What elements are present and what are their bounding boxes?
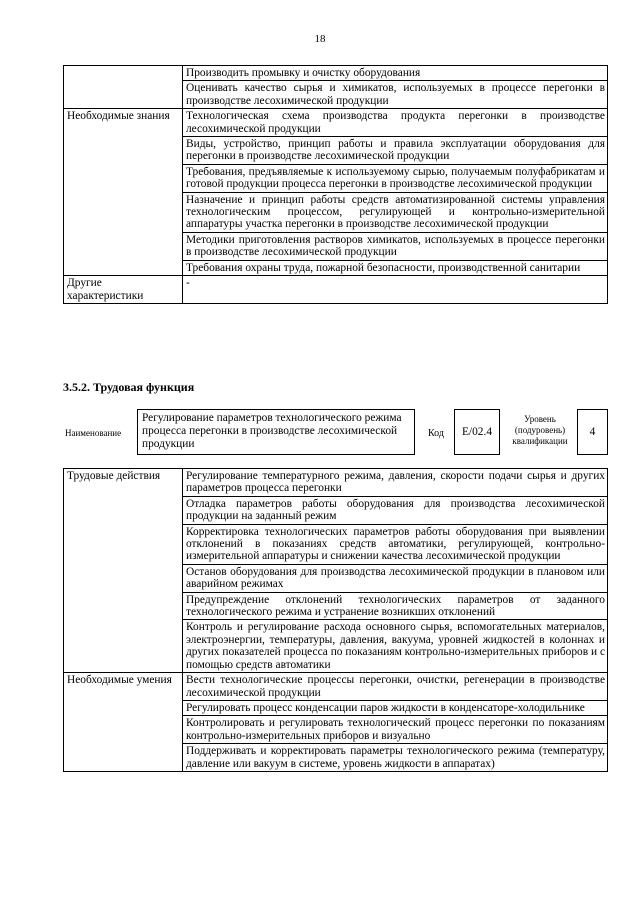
section-heading: 3.5.2. Трудовая функция [63,380,195,394]
row-item-text: Требования охраны труда, пожарной безопасности, производственной санитарии [183,260,608,275]
row-item-text: Вести технологические процессы перегонки, очистки, регенерации в производстве лесохимической продукции [183,673,608,701]
row-item-text: Регулирование температурного режима, давления, скорости подачи сырья и других параметров процесса перегонки [183,469,608,497]
function-name-label: Наименование [65,428,122,438]
row-item-text: Производить промывку и очистку оборудования [183,66,608,81]
row-item-text: Регулировать процесс конденсации паров жидкости в конденсаторе-холодильнике [183,700,608,715]
actions-skills-table [63,468,608,772]
row-item-text: Контроль и регулирование расхода основного сырья, вспомогательных материалов, электроэнергии, температуры, давления, вакуума, уровней жидкостей в колоннах и других показателей процесса по показаниям контрольно-измерительных приборов и с помощью средств автоматики [183,620,608,673]
row-category [64,66,183,109]
skills-knowledge-table [63,65,608,304]
row-category: Необходимые знания [64,109,183,276]
page-number: 18 [314,33,326,45]
table-row [64,469,608,497]
table-row [64,276,608,304]
row-item-text: Останов оборудования для производства лесохимической продукции в плановом или аварийном режимах [183,564,608,592]
row-item-text: Поддерживать и корректировать параметры технологического режима (температуру, давление или вакуум в системе, уровень жидкости в аппаратах) [183,744,608,772]
row-item-text: - [183,276,608,304]
row-item-text: Отладка параметров работы оборудования для производства лесохимической продукции на заданный режим [183,496,608,524]
row-item-text: Оценивать качество сырья и химикатов, используемых в процессе перегонки в производстве лесохимической продукции [183,81,608,109]
qualification-level: 4 [577,409,608,455]
row-item-text: Контролировать и регулировать технологический процесс перегонки по показаниям контрольно-измерительных приборов и визуально [183,716,608,744]
row-category: Другие характеристики [64,276,183,304]
row-item-text: Виды, устройство, принцип работы и правила эксплуатации оборудования для перегонки в производстве лесохимической продукции [183,137,608,165]
row-item-text: Корректировка технологических параметров работы оборудования при выявлении отклонений в показаниях средств автоматики, регулирующей, контрольно-измерительной аппаратуры и снижении качества лесохимической продукции [183,524,608,564]
function-name: Регулирование параметров технологического режима процесса перегонки в производстве лесохимической продукции [137,409,415,455]
table-row [64,66,608,81]
row-item-text: Требования, предъявляемые к используемому сырью, получаемым полуфабрикатам и готовой продукции процесса перегонки в производстве лесохимической продукции [183,164,608,192]
row-item-text: Предупреждение отклонений технологических параметров от заданного технологического режима и устранение возникших отклонений [183,592,608,620]
qualification-level-label: Уровень (подуровень) квалификации [512,414,568,446]
row-item-text: Назначение и принцип работы средств автоматизированной системы управления технологическим процессом, регулирующей и контрольно-измерительной аппаратуры участка перегонки в производстве лесохимической продукции [183,192,608,232]
row-category: Трудовые действия [64,469,183,673]
row-item-text: Методики приготовления растворов химикатов, используемых в процессе перегонки в производстве лесохимической продукции [183,232,608,260]
row-item-text: Технологическая схема производства продукта перегонки в производстве лесохимической продукции [183,109,608,137]
row-category: Необходимые умения [64,673,183,772]
function-code: E/02.4 [454,409,500,455]
function-code-label: Код [428,428,444,439]
table-row [64,673,608,701]
table-row [64,109,608,137]
labor-function-header [63,408,608,456]
